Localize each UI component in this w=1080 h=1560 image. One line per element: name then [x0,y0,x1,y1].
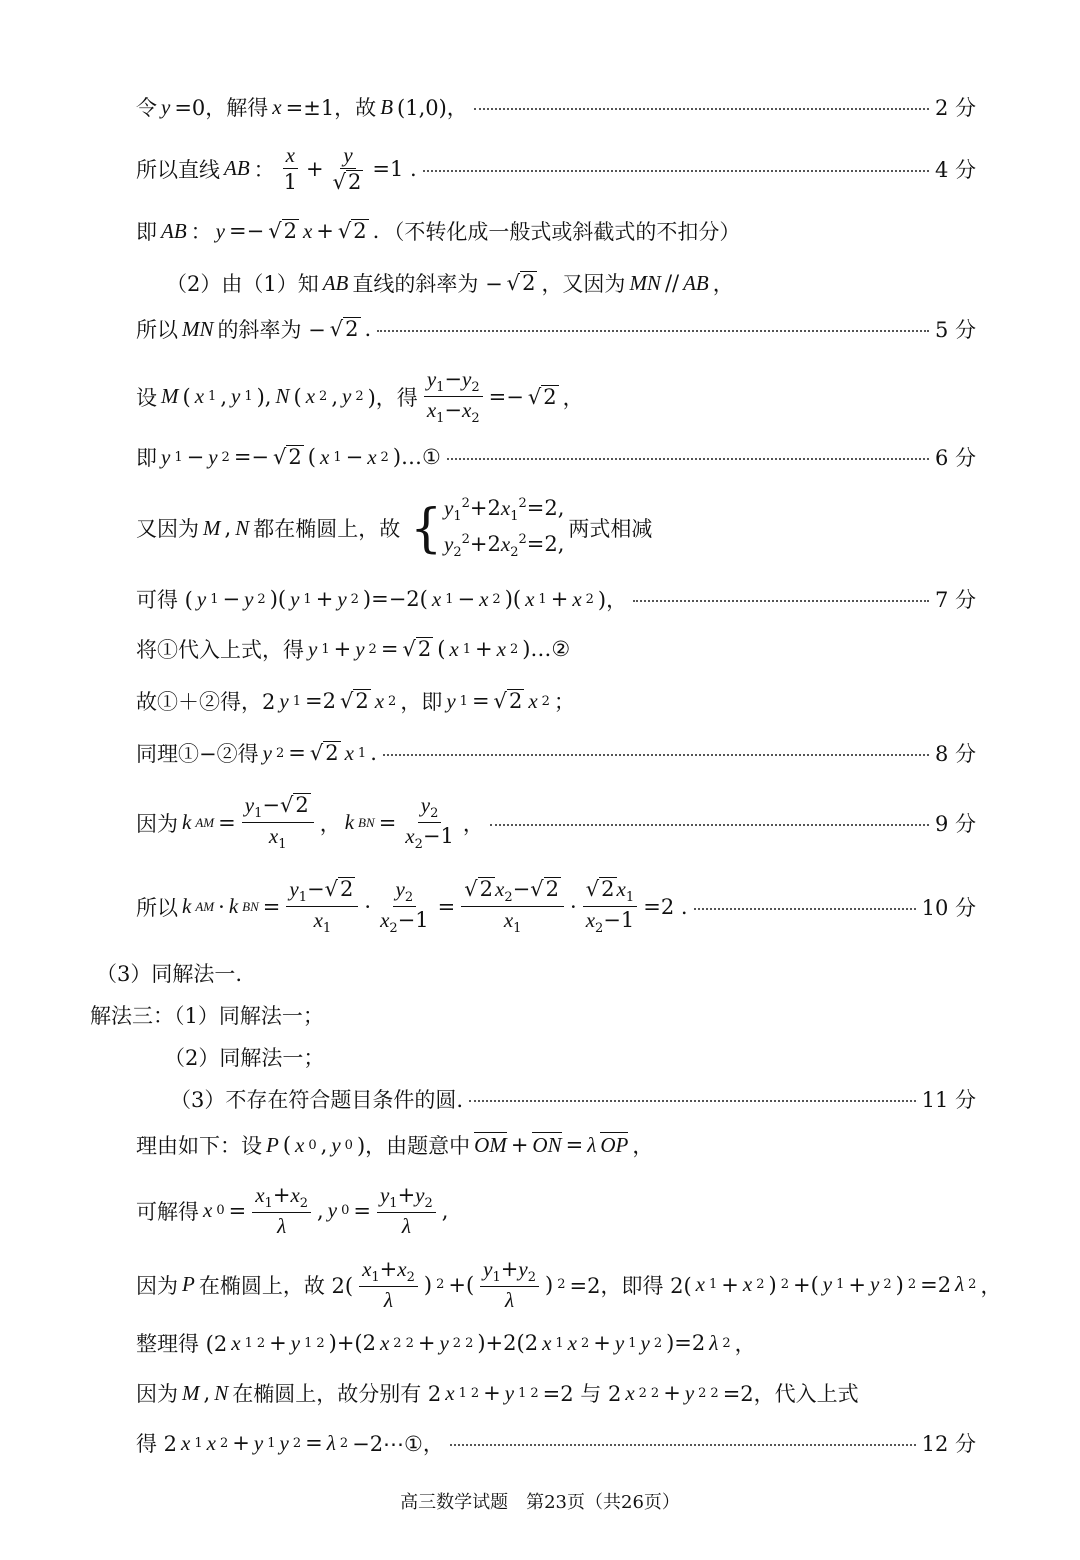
leader-dots [377,330,929,332]
solution-line-19: 理由如下：设 P ( x 0 , y 0 )，由题意中 OM + ON = λ OP ， [136,1132,654,1158]
solution-line-17: （2）同解法一； [164,1046,325,1070]
solution-line-18: （3）不存在符合题目条件的圆. 11 分 [170,1084,976,1114]
leader-dots [490,824,929,826]
solution-line-22: 整理得 (2 x 1 2 + y 1 2 )+(2 x 2 2 + y 2 2 )+2(2 x 1 x 2 + y 1 y 2 )=2 λ 2 ， [136,1330,756,1356]
score-label: 7 分 [934,588,976,612]
solution-line-14: 所以 k AM · k BN = $y_1-√$ 2 $x_1$ · $\frac{y_2}{x_2-1}$ = √ 2 $x_2-√$ 2 $x_1$ · √ 2 $x_1$ $x_2-1$ =2 . 10 分 [136,877,976,937]
solution-line-3: 即 AB ： y =− √ 2 x + √ 2 . （不转化成一般式或斜截式的不扣分） [136,216,976,246]
solution-line-21: 因为 P 在椭圆上，故 2( $\frac{x_1+x_2}{\lambda}$ ) 2 +( $\frac{y_1+y_2}{\lambda}$ ) 2 =2，即得 2( x 1 + x 2 ) 2 +( y 1 + y 2 ) 2 =2 λ 2 ， [136,1257,1002,1313]
leader-dots [450,1444,916,1446]
note-text: （不转化成一般式或斜截式的不扣分） [383,220,741,244]
score-label: 9 分 [934,811,976,836]
score-label: 5 分 [934,318,976,342]
solution-line-7: 即 y 1 − y 2 =− √ 2 ( x 1 − x 2 )…① 6 分 [136,442,976,472]
solution-line-12: 同理①−②得 y 2 = √ 2 x 1 . 8 分 [136,738,976,768]
solution-line-13: 因为 k AM = $y_1-√$ 2 $x_1$ ， k BN = $\frac{y_2}{x_2-1}$ ， 9 分 [136,793,976,853]
score-label: 12 分 [921,1432,976,1456]
leader-dots [474,108,929,110]
score-label: 11 分 [921,1088,976,1112]
solution-line-20: 可解得 x 0 = $\frac{x_1+x_2}{\lambda}$ , y 0 = $\frac{y_1+y_2}{\lambda}$ , [136,1183,449,1239]
solution-line-1: 令 y =0，解得 x =±1，故 B (1,0)， 2 分 [136,92,976,122]
page-footer: 高三数学试题 第23页（共26页） [400,1492,680,1513]
score-label: 8 分 [934,742,976,766]
score-label: 2 分 [934,96,976,120]
solution-line-15: （3）同解法一. [96,962,243,986]
solution-line-23: 因为 M , N 在椭圆上，故分别有 2 x 1 2 + y 1 2 =2 与 2 x 2 2 + y 2 2 =2，代入上式 [136,1380,859,1406]
leader-dots [694,908,916,910]
solution-line-5: 所以 MN 的斜率为 − √ 2 . 5 分 [136,314,976,344]
score-label: 4 分 [934,157,976,182]
solution-line-4: （2）由（1）知 AB 直线的斜率为 − √ 2 ，又因为 MN // AB ， [166,270,734,296]
score-label: 10 分 [921,895,976,920]
leader-dots [423,170,929,172]
solution-line-8: 又因为 M , N 都在椭圆上，故 { $y_1^2+2x_1^2=2$, $y_2^2+2x_2^2=2$, 两式相减 [136,496,653,561]
leader-dots [447,458,929,460]
solution-line-16: 解法三：（1）同解法一； [90,1004,324,1028]
leader-dots [633,600,929,602]
solution-line-2: 所以直线 AB ： $\frac{x}{1}$ + y √ 2 =1 . 4 分 [136,143,976,195]
solution-line-10: 将①代入上式，得 y 1 + y 2 = √ 2 ( x 1 + x 2 )…② [136,636,571,662]
leader-dots [469,1100,916,1102]
leader-dots [383,754,929,756]
solution-line-24: 得 2 x 1 x 2 + y 1 y 2 = λ 2 −2⋯①， 12 分 [136,1428,976,1458]
solution-line-6: 设 M ( x 1 , y 1 ), N ( x 2 , y 2 )，得 $\frac{y_1-y_2}{x_1-x_2}$ =− √ 2 ， [136,367,584,427]
solution-line-9: 可得 ( y 1 − y 2 )( y 1 + y 2 )=−2( x 1 − x 2 )( x 1 + x 2 )， 7 分 [136,584,976,614]
score-label: 6 分 [934,446,976,470]
solution-line-11: 故①＋②得，2 y 1 =2 √ 2 x 2 ，即 y 1 = √ 2 x 2 ； [136,688,575,714]
